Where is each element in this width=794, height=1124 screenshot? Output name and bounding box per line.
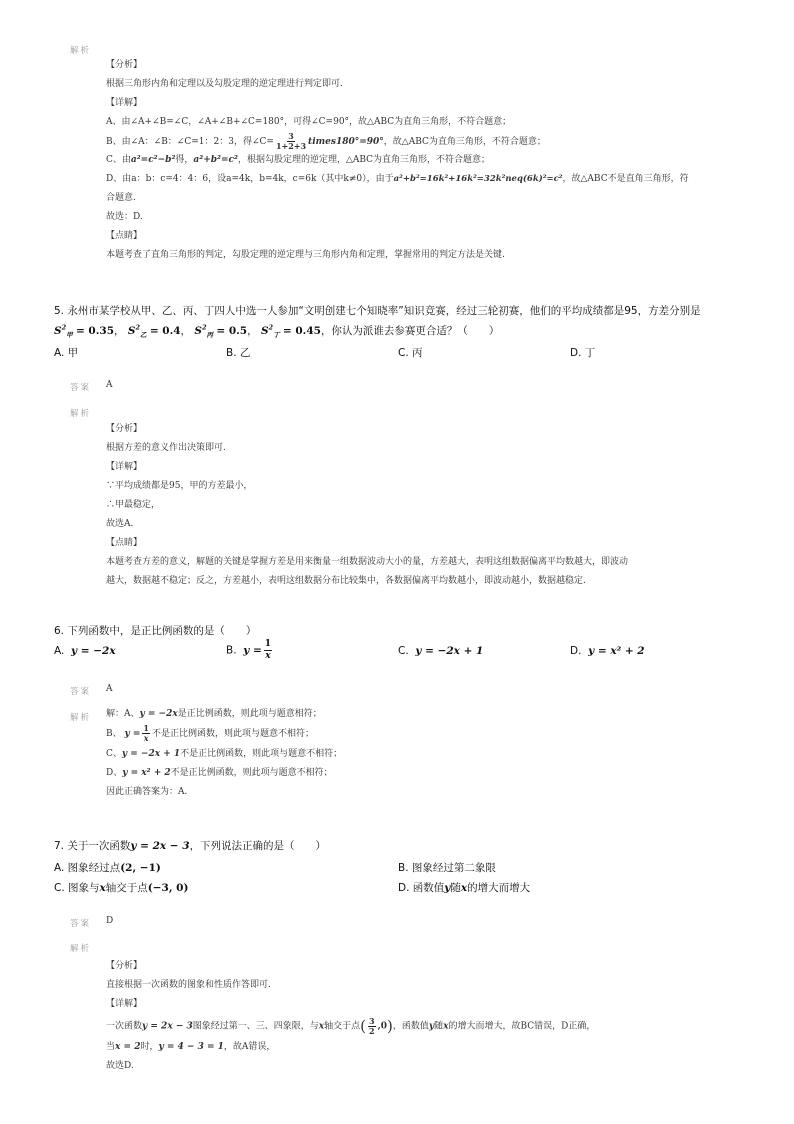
q7-option-c[interactable]: C. 图象与x轴交于点(−3, 0): [54, 882, 189, 894]
q5-solution: [106, 420, 628, 591]
q6-solution: [106, 705, 342, 802]
solution-tag: 解析: [70, 409, 92, 419]
solution-tag: 解析: [70, 944, 92, 954]
detail-heading: 【详解】: [106, 462, 143, 472]
detail-line-b: B、 y = $\frac{1}{x}$ 不是正比例函数，则此项与题意不相符；: [106, 723, 314, 743]
detail-line-a: 解：A、y = −2x是正比例函数，则此项与题意相符；: [106, 709, 322, 719]
analysis-heading: 【分析】: [106, 60, 143, 70]
detail-line-d: D、y = x² + 2不是正比例函数，则此项与题意不相符；: [106, 768, 333, 778]
answer-tag: 答案: [70, 383, 92, 393]
fraction: $\frac{1}{x}$: [264, 639, 272, 661]
q6-option-b[interactable]: B. y = $\frac{1}{x}$: [226, 639, 272, 661]
detail-line: ∵平均成绩都是95，甲的方差最小，: [106, 481, 253, 491]
q7-option-d[interactable]: D. 函数值y随x的增大而增大: [398, 882, 531, 894]
detail-line-c: C、y = −2x + 1不是正比例函数，则此项与题意不相符；: [106, 749, 343, 759]
q5-option-d[interactable]: D. 丁: [570, 347, 596, 359]
detail-conclusion: 因此正确答案为：A.: [106, 787, 188, 797]
fraction: $\frac{3}{1+2+3}$: [275, 131, 307, 151]
q6-option-d[interactable]: D. y = x² + 2: [570, 645, 645, 657]
q5-option-c[interactable]: C. 丙: [398, 347, 423, 359]
comment-text: 本题考查了直角三角形的判定，勾股定理的逆定理与三角形内角和定理，掌握常用的判定方法是关键.: [106, 250, 505, 260]
analysis-heading: 【分析】: [106, 961, 143, 971]
detail-heading: 【详解】: [106, 999, 143, 1009]
q5-stem-line1: 5. 永州市某学校从甲、乙、丙、丁四人中选一人参加“文明创建七个知晓率”知识竞赛，经过三轮初赛，他们的平均成绩都是95，方差分别是: [54, 305, 701, 317]
q6-option-c[interactable]: C. y = −2x + 1: [398, 645, 484, 657]
detail-line: ∴甲最稳定，: [106, 500, 161, 510]
comment-heading: 【点睛】: [106, 231, 143, 241]
fraction: $\frac{3}{2}$: [369, 1015, 375, 1036]
q5-stem-line2: $S^2_甲 = 0.35$， $S^2_乙 = 0.4$， $S^2_丙 = 0.5$， $S^2_丁 = 0.45$，你认为派谁去参赛更合适？（ ）: [54, 323, 500, 340]
q7-option-b[interactable]: B. 图象经过第二象限: [398, 862, 496, 874]
analysis-heading: 【分析】: [106, 424, 143, 434]
answer-tag: 答案: [70, 687, 92, 697]
detail-heading: 【详解】: [106, 98, 143, 108]
detail-choice: 故选D.: [106, 1061, 134, 1071]
q7-option-a[interactable]: A. 图象经过点(2, −1): [54, 862, 161, 874]
q5-answer: A: [106, 380, 113, 390]
prev-solution: [106, 56, 689, 265]
q6-answer: A: [106, 684, 113, 694]
q5-option-a[interactable]: A. 甲: [54, 347, 79, 359]
q5-option-b[interactable]: B. 乙: [226, 347, 251, 359]
detail-line-2: 当x = 2时，y = 4 − 3 = 1，故A错误，: [106, 1042, 276, 1052]
detail-line-b: B、由∠A：∠B：∠C=1：2：3，得∠C= $\frac{3}{1+2+3}$ times180°=90°，故△ABC为直角三角形，不符合题意；: [106, 131, 546, 151]
q6-stem: 6. 下列函数中，是正比例函数的是（ ）: [54, 625, 257, 637]
detail-choice: 故选A.: [106, 519, 134, 529]
detail-line-1: 一次函数y = 2x − 3图象经过第一、三、四象限，与x轴交于点( $\frac{3}{2}$ ,0)，函数值y随x的增大而增大，故BC错误，D正确，: [106, 1015, 596, 1036]
q7-stem: 7. 关于一次函数y = 2x − 3，下列说法正确的是（ ）: [54, 840, 327, 852]
detail-line-d: D、由a：b：c=4：4：6，设a=4k，b=4k，c=6k（其中k≠0），由于a²+b²=16k²+16k²=32k²neq(6k)²=c²，故△ABC不是直角三角形，符: [106, 174, 689, 184]
detail-line-a: A、由∠A+∠B=∠C，∠A+∠B+∠C=180°，可得∠C=90°，故△ABC为直角三角形，不符合题意；: [106, 117, 512, 127]
fraction: $\frac{1}{x}$: [143, 723, 149, 743]
q6-option-a[interactable]: A. y = −2x: [54, 645, 116, 657]
answer-tag: 答案: [70, 919, 92, 929]
solution-tag: 解析: [70, 46, 92, 56]
solution-tag: 解析: [70, 713, 92, 723]
detail-line-c: C、由a²=c²−b²得，a²+b²=c²，根据勾股定理的逆定理，△ABC为直角三角形，不符合题意；: [106, 155, 491, 165]
analysis-text: 根据方差的意义作出决策即可.: [106, 443, 226, 453]
comment-text: 本题考查方差的意义，解题的关键是掌握方差是用来衡量一组数据波动大小的量，方差越大，表明这组数据偏离平均数越大，即波动: [106, 557, 629, 567]
q7-answer: D: [106, 916, 114, 926]
detail-line-d2: 合题意.: [106, 193, 136, 203]
comment-heading: 【点睛】: [106, 538, 143, 548]
analysis-text: 根据三角形内角和定理以及勾股定理的逆定理进行判定即可.: [106, 79, 343, 89]
detail-choice: 故选：D.: [106, 212, 143, 222]
comment-text: 越大，数据越不稳定；反之，方差越小，表明这组数据分布比较集中，各数据偏离平均数越小，即波动越小，数据越稳定.: [106, 576, 586, 586]
analysis-text: 直接根据一次函数的图象和性质作答即可.: [106, 980, 271, 990]
q7-solution: [106, 957, 595, 1076]
